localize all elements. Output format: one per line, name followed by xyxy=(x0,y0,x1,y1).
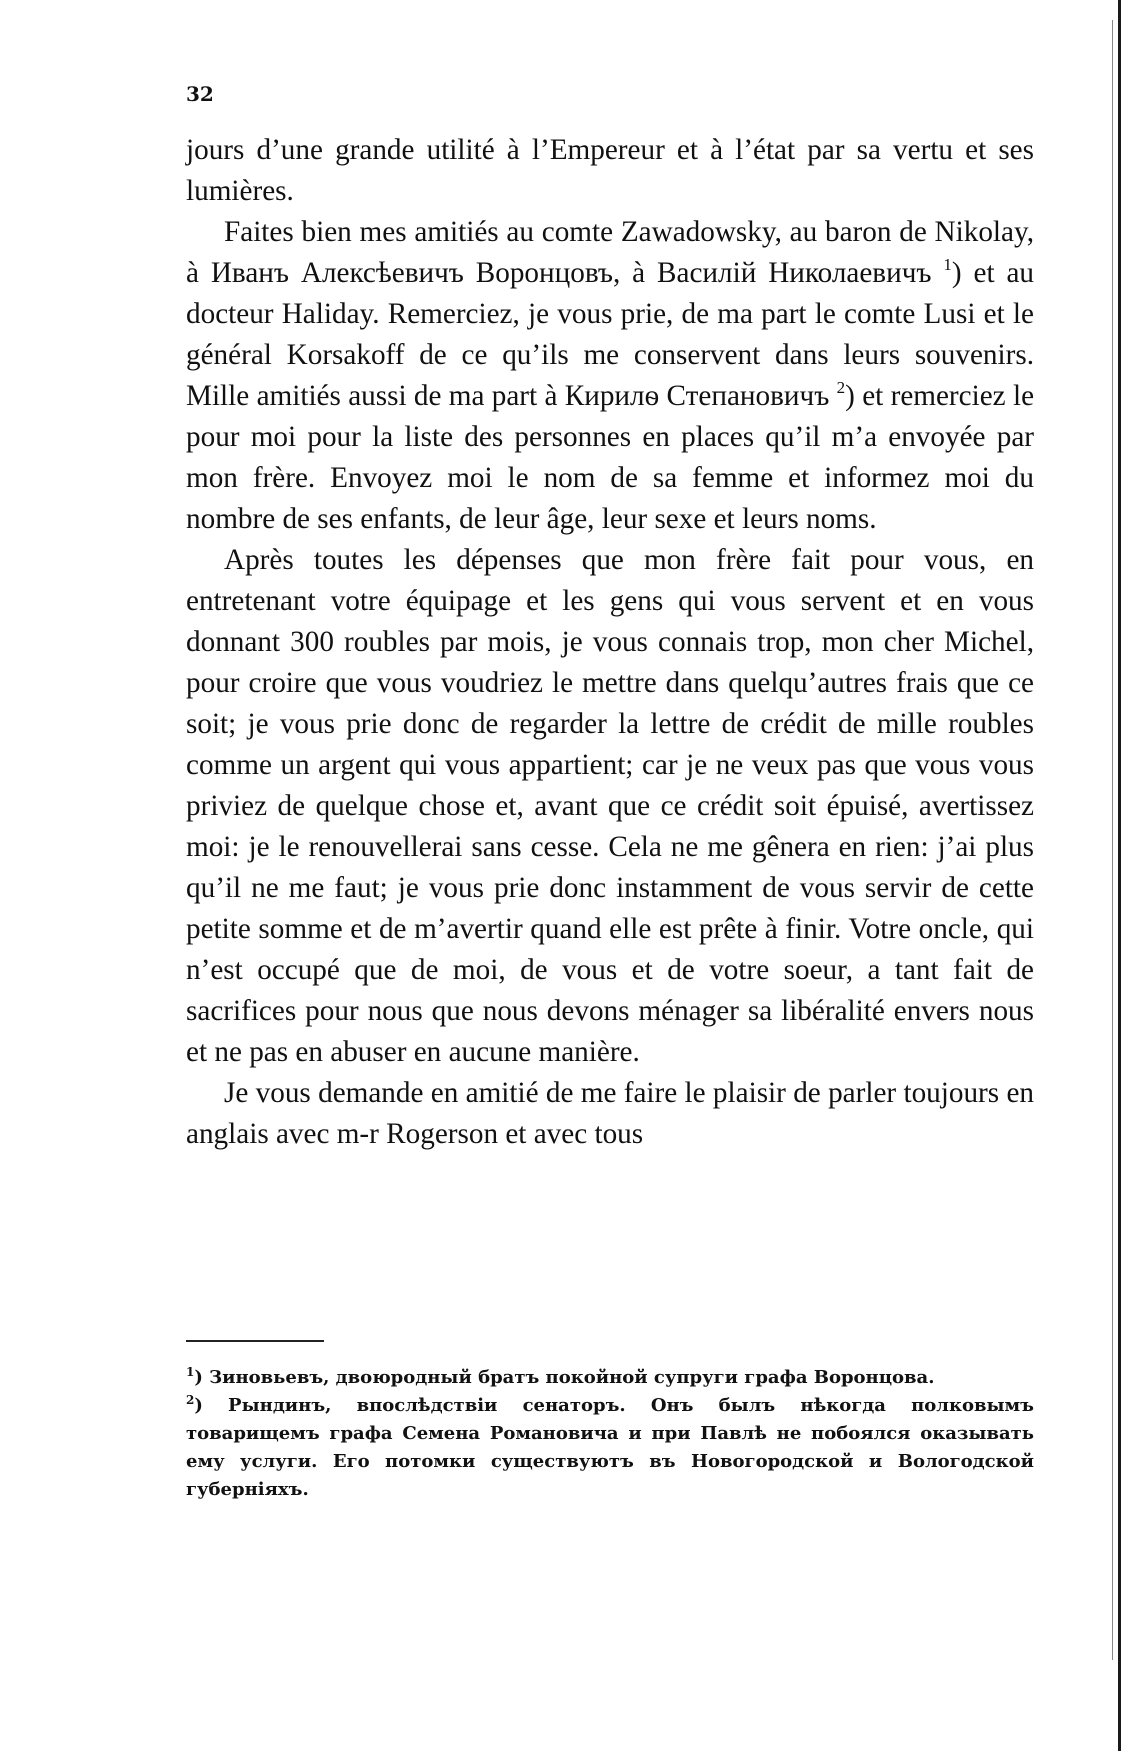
paragraph-1: jours d’une grande utilité à l’Empereur et à l’état par sa vertu et ses lumières. xyxy=(186,134,1034,207)
paragraph-2-part-c: ) et remerciez le pour moi pour la liste des personnes en places qu’il m’a envoyée par mon frère. Envoyez moi le nom de sa femme et informez moi du nombre de ses enfants, de leur âge, leur sexe et leurs noms. xyxy=(186,380,1035,535)
footnote-1-text: ) Зиновьевъ, двоюродный братъ покойной супруги графа Воронцова. xyxy=(194,1367,935,1388)
footnote-separator xyxy=(186,1340,324,1342)
page-edge-shadow xyxy=(1118,0,1121,1751)
footnotes xyxy=(186,1364,1034,1504)
paragraph-4: Je vous demande en amitié de me faire le plaisir de parler toujours en anglais avec m-r Rogerson et avec tous xyxy=(186,1077,1034,1150)
footnote-2 xyxy=(186,1392,1034,1504)
footnote-2-mark: 2 xyxy=(186,1393,195,1407)
paragraph-2-part-a: Faites bien mes amitiés au comte Zawadowsky, au baron de Nikolay, à Иванъ Алексѣевичъ Воронцовъ, à Василій Николаевичъ xyxy=(186,216,1034,289)
page-number: 32 xyxy=(186,82,214,106)
body-text xyxy=(186,130,1034,1155)
paragraph-2 xyxy=(186,212,1034,540)
page-edge-line xyxy=(1112,20,1113,1660)
paragraph-3: Après toutes les dépenses que mon frère fait pour vous, en entretenant votre équipage et les gens qui vous servent et en vous donnant 300 roubles par mois, je vous connais trop, mon cher Michel, pour croire que vous voudriez le mettre dans quelqu’autres frais que ce soit; je vous prie donc de regarder la lettre de crédit de mille roubles comme un argent qui vous appartient; car je ne veux pas que vous vous priviez de quelque chose et, avant que ce crédit soit épuisé, avertissez moi: je le renouvellerai sans cesse. Cela ne me gênera en rien: j’ai plus qu’il ne me faut; je vous prie donc instamment de vous servir de cette petite somme et de m’avertir quand elle est prête à finir. Votre oncle, qui n’est occupé que de moi, de vous et de votre soeur, a tant fait de sacrifices pour nous que nous devons ménager sa libéralité envers nous et ne pas en abuser en aucune manière. xyxy=(186,544,1034,1068)
footnote-2-text: ) Рындинъ, впослѣдствіи сенаторъ. Онъ былъ нѣкогда полковымъ товарищемъ графа Семена Романовича и при Павлѣ не побоялся оказывать ему услуги. Его потомки существуютъ въ Новогородской и Вологодской губерніяхъ. xyxy=(186,1395,1034,1500)
footnote-1-mark: 1 xyxy=(186,1365,195,1379)
footnote-1 xyxy=(186,1364,1034,1392)
footnote-ref-2: 2 xyxy=(836,378,846,397)
paragraph-2-part-b: ) et au docteur Haliday. Remerciez, je vous prie, de ma part le comte Lusi et le général Korsakoff de ce qu’ils me conservent dans leurs souvenirs. Mille amitiés aussi de ma part à Кирилѳ Степановичъ xyxy=(186,257,1034,412)
footnote-ref-1: 1 xyxy=(943,255,952,274)
